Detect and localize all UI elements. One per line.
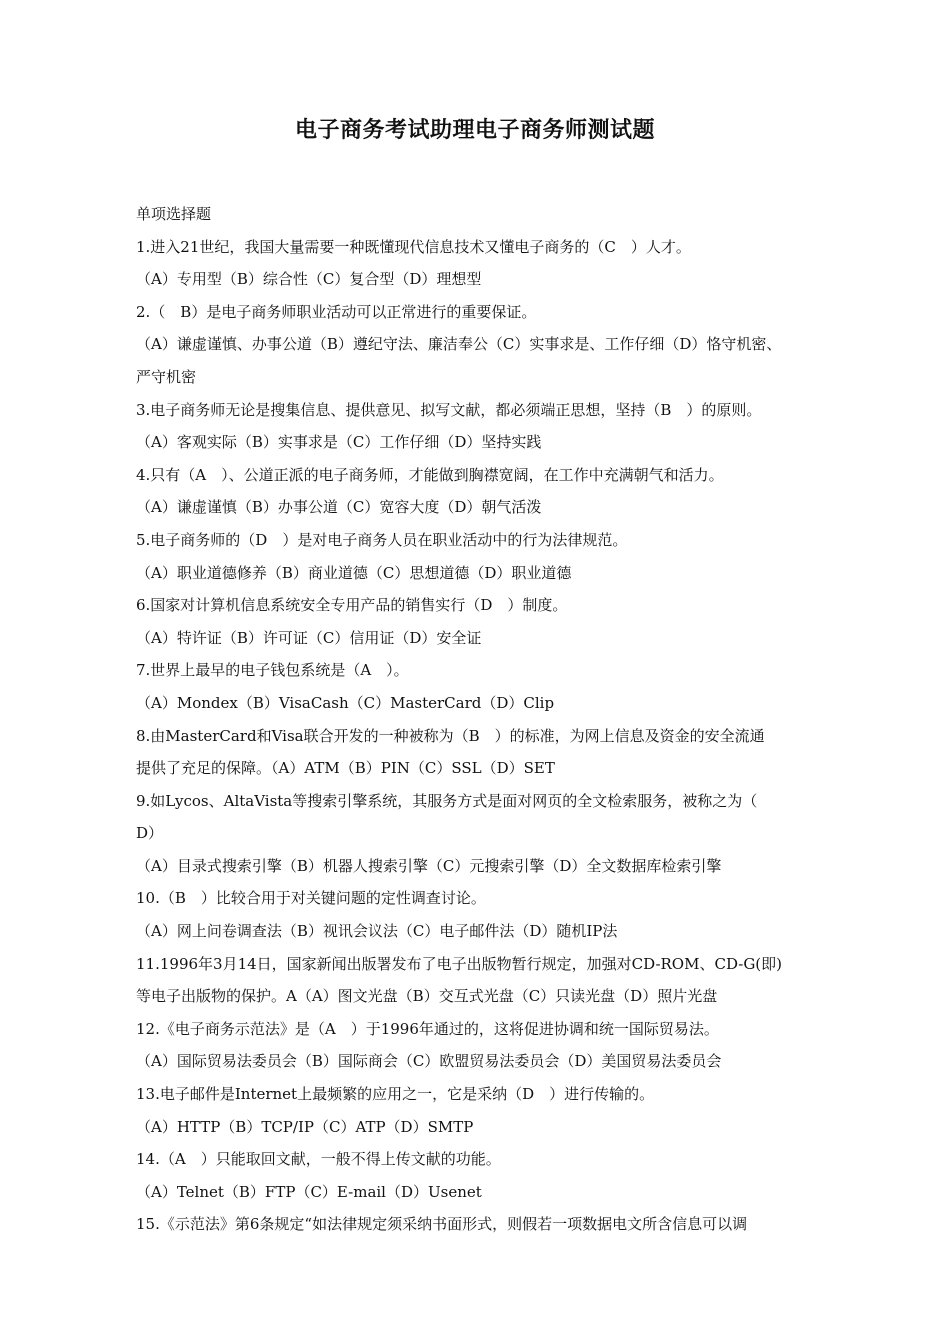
text-line: 3.电子商务师无论是搜集信息、提供意见、拟写文献，都必须端正思想，坚持（B ）的原则。 bbox=[136, 400, 762, 419]
text-line: 等电子出版物的保护。A（A）图文光盘（B）交互式光盘（C）只读光盘（D）照片光盘 bbox=[136, 987, 718, 1006]
text-line: 11.1996年3月14日，国家新闻出版署发布了电子出版物暂行规定，加强对CD-ROM、CD-G(即) bbox=[136, 954, 782, 973]
text-line: （A）国际贸易法委员会（B）国际商会（C）欧盟贸易法委员会（D）美国贸易法委员会 bbox=[136, 1052, 722, 1071]
text-line: 8.由MasterCard和Visa联合开发的一种被称为（B ）的标准，为网上信息及资金的安全流通 bbox=[136, 726, 765, 745]
section-heading: 单项选择题 bbox=[136, 205, 212, 223]
text-line: （A）HTTP（B）TCP/IP（C）ATP（D）SMTP bbox=[136, 1117, 474, 1136]
text-line: （A）专用型（B）综合性（C）复合型（D）理想型 bbox=[136, 270, 482, 289]
text-line: （A）Mondex（B）VisaCash（C）MasterCard（D）Clip bbox=[136, 693, 555, 712]
text-line: （A）谦虚谨慎（B）办事公道（C）宽容大度（D）朝气活泼 bbox=[136, 498, 542, 517]
text-line: （A）职业道德修养（B）商业道德（C）思想道德（D）职业道德 bbox=[136, 563, 572, 582]
text-line: 2.（ B）是电子商务师职业活动可以正常进行的重要保证。 bbox=[136, 302, 537, 321]
text-line: （A）Telnet（B）FTP（C）E-mail（D）Usenet bbox=[136, 1182, 482, 1201]
text-line: （A）客观实际（B）实事求是（C）工作仔细（D）坚持实践 bbox=[136, 433, 542, 452]
text-line: 14.（A ）只能取回文献，一般不得上传文献的功能。 bbox=[136, 1150, 501, 1169]
text-line: 13.电子邮件是Internet上最频繁的应用之一，它是采纳（D ）进行传输的。 bbox=[136, 1085, 655, 1104]
text-line: （A）谦虚谨慎、办事公道（B）遵纪守法、廉洁奉公（C）实事求是、工作仔细（D）恪守机密、 bbox=[136, 335, 782, 354]
text-line: 严守机密 bbox=[136, 367, 197, 386]
text-line: 12.《电子商务示范法》是（A ）于1996年通过的，这将促进协调和统一国际贸易法。 bbox=[136, 1019, 719, 1038]
document-title: 电子商务考试助理电子商务师测试题 bbox=[294, 117, 655, 143]
text-line: （A）特许证（B）许可证（C）信用证（D）安全证 bbox=[136, 628, 482, 647]
text-line: 5.电子商务师的（D ）是对电子商务人员在职业活动中的行为法律规范。 bbox=[136, 530, 628, 549]
text-line: 提供了充足的保障。（A）ATM（B）PIN（C）SSL（D）SET bbox=[136, 759, 555, 778]
text-line: 1.进入21世纪，我国大量需要一种既懂现代信息技术又懂电子商务的（C ）人才。 bbox=[136, 237, 691, 256]
document-body bbox=[136, 198, 844, 1241]
text-line: 10.（B ）比较合用于对关键问题的定性调查讨论。 bbox=[136, 889, 486, 908]
text-line: 9.如Lycos、AltaVista等搜索引擎系统，其服务方式是面对网页的全文检索服务，被称之为（ bbox=[136, 791, 758, 810]
text-line: 7.世界上最早的电子钱包系统是（A ）。 bbox=[136, 661, 409, 680]
text-line: 6.国家对计算机信息系统安全专用产品的销售实行（D ）制度。 bbox=[136, 596, 568, 615]
text-line: （A）网上问卷调查法（B）视讯会议法（C）电子邮件法（D）随机IP法 bbox=[136, 922, 618, 941]
text-line: D） bbox=[136, 824, 164, 843]
text-line: （A）目录式搜索引擎（B）机器人搜索引擎（C）元搜索引擎（D）全文数据库检索引擎 bbox=[136, 856, 722, 875]
text-line: 15.《示范法》第6条规定“如法律规定须采纳书面形式，则假若一项数据电文所含信息可以调 bbox=[136, 1215, 748, 1234]
text-line: 4.只有（A ）、公道正派的电子商务师，才能做到胸襟宽阔，在工作中充满朝气和活力。 bbox=[136, 465, 724, 484]
